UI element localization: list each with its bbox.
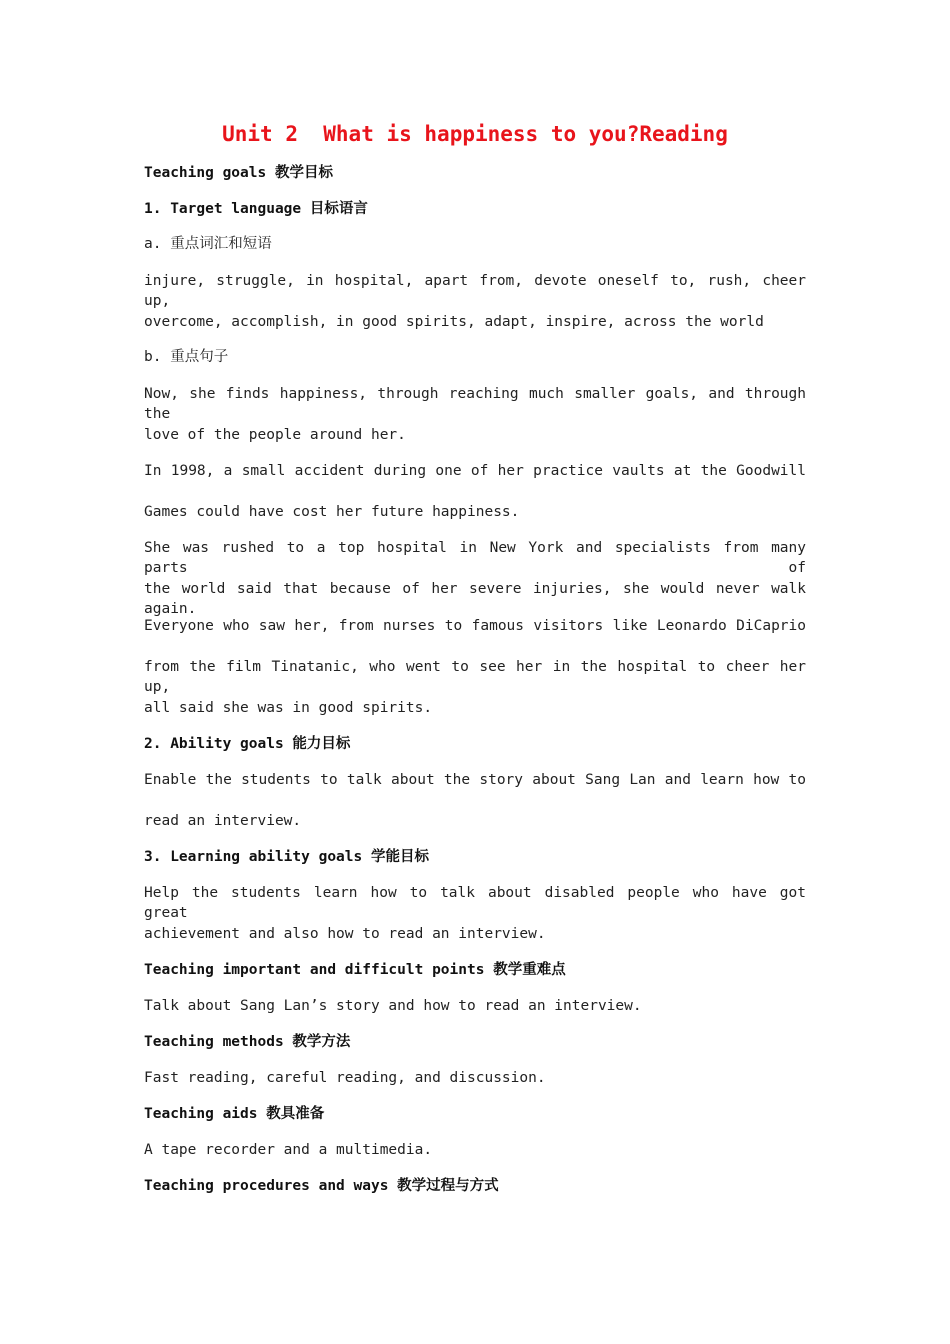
- sentence-2-line-2: Games could have cost her future happiness.: [144, 504, 520, 520]
- learning-line-1: Help the students learn how to talk about disabled people who have got great: [144, 885, 806, 921]
- sentence-4-line-3: all said she was in good spirits.: [144, 700, 433, 716]
- heading-ability-goals: 2. Ability goals 能力目标: [144, 736, 351, 752]
- vocab-line-1: injure, struggle, in hospital, apart from, devote oneself to, rush, cheer up,: [144, 273, 806, 309]
- sentence-4-line-2: from the film Tinatanic, who went to see her in the hospital to cheer her up,: [144, 659, 806, 695]
- sentence-1-line-1: Now, she finds happiness, through reaching much smaller goals, and through the: [144, 386, 806, 422]
- sentence-2-line-1: In 1998, a small accident during one of her practice vaults at the Goodwill: [144, 463, 806, 479]
- sentence-3-line-1: She was rushed to a top hospital in New York and specialists from many parts of: [144, 540, 806, 576]
- ability-line-2: read an interview.: [144, 813, 302, 829]
- teaching-methods-text: Fast reading, careful reading, and discussion.: [144, 1070, 546, 1086]
- vocab-line-2: overcome, accomplish, in good spirits, adapt, inspire, across the world: [144, 314, 764, 330]
- heading-teaching-aids: Teaching aids 教具准备: [144, 1106, 325, 1122]
- heading-learning-ability-goals: 3. Learning ability goals 学能目标: [144, 849, 429, 865]
- heading-teaching-procedures: Teaching procedures and ways 教学过程与方式: [144, 1178, 499, 1194]
- label-key-sentences: b. 重点句子: [144, 349, 229, 365]
- heading-teaching-methods: Teaching methods 教学方法: [144, 1034, 351, 1050]
- heading-teaching-goals: Teaching goals 教学目标: [144, 165, 333, 181]
- ability-line-1: Enable the students to talk about the story about Sang Lan and learn how to: [144, 772, 806, 788]
- page-title: Unit 2 What is happiness to you?Reading: [222, 122, 728, 146]
- sentence-1-line-2: love of the people around her.: [144, 427, 406, 443]
- heading-important-points: Teaching important and difficult points 教学重难点: [144, 962, 566, 978]
- learning-line-2: achievement and also how to read an interview.: [144, 926, 546, 942]
- heading-target-language: 1. Target language 目标语言: [144, 201, 368, 217]
- important-points-text: Talk about Sang Lan’s story and how to read an interview.: [144, 998, 642, 1014]
- label-key-vocabulary: a. 重点词汇和短语: [144, 236, 272, 252]
- sentence-4-line-1: Everyone who saw her, from nurses to famous visitors like Leonardo DiCaprio: [144, 618, 806, 634]
- sentence-3-line-2: the world said that because of her severe injuries, she would never walk again.: [144, 581, 806, 617]
- teaching-aids-text: A tape recorder and a multimedia.: [144, 1142, 433, 1158]
